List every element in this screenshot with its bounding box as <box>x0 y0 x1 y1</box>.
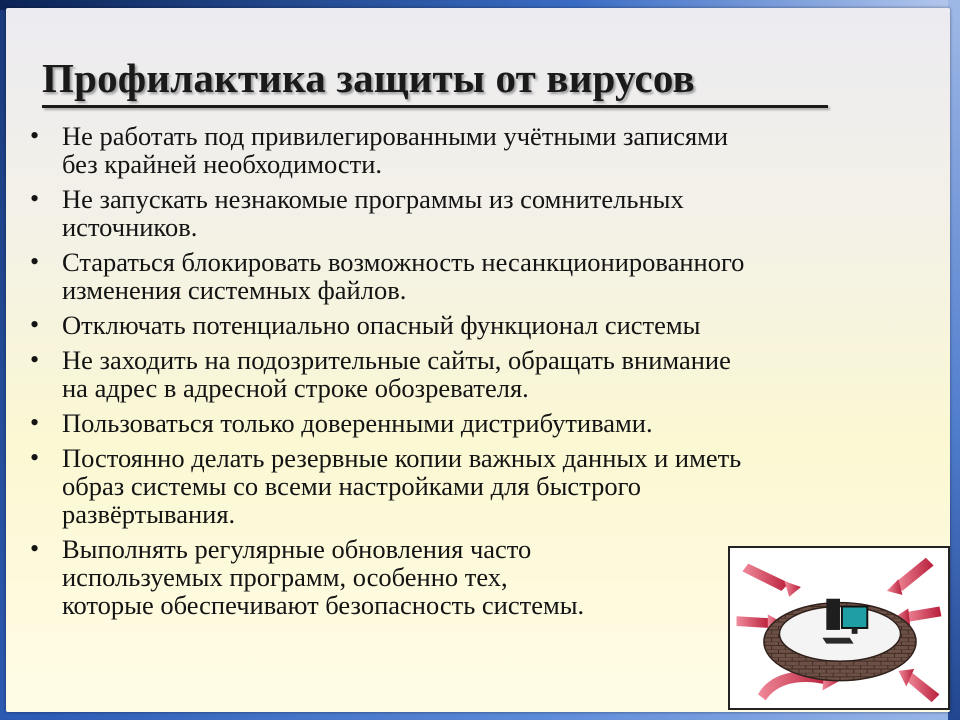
firewall-illustration-svg <box>730 548 948 708</box>
bullet-item <box>24 185 904 241</box>
bullet-text: Постоянно делать резервные копии важных данных и иметь образ системы со всеми настройками для быстрого развёртывания. <box>62 443 742 529</box>
bullet-text: Выполнять регулярные обновления часто используемых программ, особенно тех, которые обеспечивают безопасность системы. <box>62 534 585 620</box>
bullet-item <box>24 122 904 178</box>
bullet-item <box>24 409 904 437</box>
firewall-protected-computer-icon <box>728 546 950 710</box>
bullet-item <box>24 346 904 402</box>
bullet-text: Пользоваться только доверенными дистрибутивами. <box>62 408 653 438</box>
slide <box>6 8 950 712</box>
bullet-item <box>24 248 904 304</box>
bullet-text: Отключать потенциально опасный функционал системы <box>62 310 701 340</box>
bullet-item <box>24 444 904 528</box>
bullet-text: Не запускать незнакомые программы из сомнительных источников. <box>62 184 684 242</box>
slide-title <box>42 54 695 102</box>
bullet-text: Стараться блокировать возможность несанкционированного изменения системных файлов. <box>62 247 745 305</box>
title-underline <box>42 105 828 108</box>
bullet-text: Не заходить на подозрительные сайты, обращать внимание на адрес в адресной строке обозревателя. <box>62 345 731 403</box>
bullet-item <box>24 311 904 339</box>
slide-title-text: Профилактика защиты от вирусов <box>42 55 695 101</box>
bullet-text: Не работать под привилегированными учётными записями без крайней необходимости. <box>62 121 729 179</box>
